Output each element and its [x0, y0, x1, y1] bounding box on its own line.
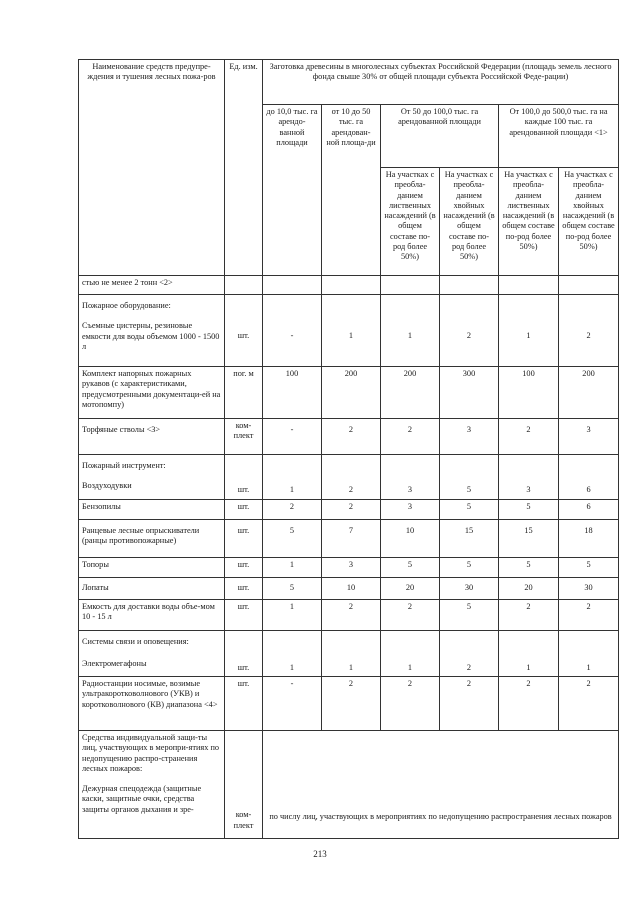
value-text: 100	[285, 369, 299, 378]
value-text: 1	[407, 330, 413, 340]
row-name-cell	[79, 578, 225, 600]
value-text: 2	[526, 425, 531, 434]
value-text: 1	[407, 662, 413, 672]
row-name-cell	[79, 500, 225, 520]
value-text: 5	[466, 502, 472, 511]
empty-cell	[381, 276, 440, 295]
header-leaf-conif-cell	[559, 168, 619, 276]
unit-cell	[225, 500, 263, 520]
row-name-text: Емкость для доставки воды объе-мом 10 - 15 л	[82, 602, 215, 622]
value-text: 5	[289, 583, 295, 592]
note-text: по числу лиц, участвующих в мероприятиях по недопущению распространения лесных пожаров	[269, 811, 612, 821]
unit-cell	[225, 419, 263, 455]
unit-text: шт.	[237, 679, 250, 688]
value-text: 5	[407, 560, 413, 569]
header-group-text: Заготовка древесины в многолесных субъектах Российской Федерации (площадь земель лесного фонда свыше 30% от общей площади субъекта Российской Феде-рации)	[269, 62, 612, 82]
value-cell	[559, 500, 619, 520]
value-cell	[322, 367, 381, 419]
unit-cell	[225, 558, 263, 578]
value-text: 2	[466, 662, 472, 672]
row-name-text: Электромегафоны	[82, 659, 147, 669]
unit-cell	[225, 600, 263, 631]
row-name-cell	[79, 558, 225, 578]
value-cell	[440, 631, 499, 677]
value-text: 1	[289, 662, 295, 672]
value-text: 1	[526, 330, 531, 340]
row-name-cell	[79, 731, 225, 839]
unit-text: шт.	[237, 662, 250, 672]
unit-cell	[225, 631, 263, 677]
value-cell	[559, 578, 619, 600]
value-cell	[440, 520, 499, 558]
value-cell	[322, 419, 381, 455]
value-cell	[440, 500, 499, 520]
value-text: 200	[344, 369, 358, 378]
unit-cell	[225, 578, 263, 600]
header-sub1-cell	[263, 105, 322, 276]
value-cell	[322, 455, 381, 500]
value-cell	[322, 677, 381, 731]
value-cell	[263, 631, 322, 677]
value-cell	[381, 600, 440, 631]
value-text: 2	[407, 425, 413, 434]
value-cell	[499, 500, 559, 520]
value-text: 2	[466, 330, 472, 340]
header-sub2-cell	[322, 105, 381, 276]
header-unit-cell	[225, 60, 263, 276]
row-name-text: Торфяные стволы <3>	[82, 425, 161, 434]
value-cell	[322, 500, 381, 520]
equipment-norms-table	[78, 59, 619, 839]
value-text: 2	[348, 425, 354, 434]
value-cell	[499, 295, 559, 367]
empty-cell	[225, 276, 263, 295]
value-text: 20	[405, 583, 415, 592]
value-cell	[440, 455, 499, 500]
unit-text: шт.	[237, 502, 250, 511]
value-text: 5	[466, 484, 472, 494]
value-text: 1	[526, 662, 531, 672]
unit-text: шт.	[237, 484, 250, 494]
row-name-cell	[79, 455, 225, 500]
value-cell	[559, 558, 619, 578]
value-text: 2	[526, 602, 531, 611]
header-sub3-cell	[381, 105, 499, 168]
header-leaf-decid-cell	[499, 168, 559, 276]
table-row	[79, 558, 619, 578]
header-sub4-text: От 100,0 до 500,0 тыс. га на каждые 100 тыс. га арендованной площади <1>	[509, 107, 608, 137]
value-text: 2	[466, 679, 472, 688]
unit-cell	[225, 367, 263, 419]
row-name-text: Лопаты	[82, 583, 109, 592]
row-name-text: Ранцевые лесные опрыскиватели (ранцы противопожарные)	[82, 526, 200, 546]
table-row	[79, 419, 619, 455]
value-text: 7	[348, 526, 354, 535]
value-cell	[499, 578, 559, 600]
unit-cell	[225, 731, 263, 839]
row-name-text: Бензопилы	[82, 502, 121, 511]
value-cell	[263, 578, 322, 600]
value-cell	[559, 367, 619, 419]
header-leaf-decid-text: На участках с преобла-данием лиственных насаждений (в общем составе по-род более 50%)	[384, 170, 436, 262]
value-text: 1	[289, 602, 295, 611]
value-cell	[263, 677, 322, 731]
header-leaf-conif-text: На участках с преобла-данием хвойных насаждений (в общем составе по-род более 50%)	[443, 170, 495, 262]
value-cell	[499, 419, 559, 455]
row-name-cell	[79, 520, 225, 558]
unit-cell	[225, 455, 263, 500]
value-cell	[440, 677, 499, 731]
value-cell	[263, 295, 322, 367]
table-row	[79, 631, 619, 677]
unit-text: ком-плект	[233, 810, 254, 830]
row-name-text: Комплект напорных пожарных рукавов (с характеристиками, предусмотренными документаци-ей на мотопомпу)	[82, 369, 221, 409]
value-cell	[559, 295, 619, 367]
header-sub4-cell	[499, 105, 619, 168]
unit-text: ком-плект	[233, 421, 254, 441]
value-cell	[381, 520, 440, 558]
table-row	[79, 731, 619, 839]
header-leaf-conif-text: На участках с преобла-данием хвойных насаждений (в общем составе по-род более 50%)	[562, 170, 615, 252]
value-cell	[381, 558, 440, 578]
table-row	[79, 367, 619, 419]
table-row	[79, 276, 619, 295]
value-cell	[499, 455, 559, 500]
table-row	[79, 600, 619, 631]
section-title: Пожарный инструмент:	[82, 461, 166, 470]
value-cell	[559, 419, 619, 455]
value-text: 1	[348, 330, 354, 340]
value-text: 1	[586, 662, 591, 672]
header-group-cell	[263, 60, 619, 105]
value-cell	[381, 367, 440, 419]
value-cell	[381, 455, 440, 500]
value-cell	[499, 631, 559, 677]
value-cell	[499, 520, 559, 558]
header-leaf-decid-cell	[381, 168, 440, 276]
value-cell	[263, 419, 322, 455]
value-text: 20	[524, 583, 533, 592]
value-cell	[322, 600, 381, 631]
unit-text: шт.	[237, 583, 250, 592]
value-cell	[499, 558, 559, 578]
header-sub3-text: От 50 до 100,0 тыс. га арендованной площади	[398, 107, 481, 127]
value-cell	[440, 367, 499, 419]
row-name-cell	[79, 276, 225, 295]
value-cell	[440, 600, 499, 631]
table-row	[79, 500, 619, 520]
value-text: 5	[289, 526, 295, 535]
row-name-cell	[79, 677, 225, 731]
empty-cell	[263, 276, 322, 295]
value-text: 15	[524, 526, 533, 535]
value-text: 6	[586, 484, 591, 494]
unit-cell	[225, 520, 263, 558]
value-text: 3	[526, 484, 531, 494]
unit-text: пог. м	[233, 369, 254, 378]
value-text: 10	[346, 583, 356, 592]
row-name-cell	[79, 419, 225, 455]
value-cell	[559, 631, 619, 677]
unit-text: шт.	[237, 560, 250, 569]
unit-cell	[225, 295, 263, 367]
empty-cell	[322, 276, 381, 295]
value-text: 1	[289, 560, 295, 569]
value-text: 2	[407, 602, 413, 611]
value-text: 5	[466, 602, 472, 611]
note-cell	[263, 731, 619, 839]
table-row	[79, 455, 619, 500]
row-name-text: Топоры	[82, 560, 109, 569]
value-cell	[381, 631, 440, 677]
value-cell	[381, 419, 440, 455]
value-cell	[381, 500, 440, 520]
header-leaf-decid-text: На участках с преобла-данием лиственных насаждений (в общем составе по-род более 50%)	[502, 170, 555, 252]
value-cell	[263, 367, 322, 419]
value-cell	[499, 600, 559, 631]
value-text: 3	[586, 425, 591, 434]
table-row	[79, 578, 619, 600]
unit-text: шт.	[237, 602, 250, 611]
value-text: -	[290, 330, 294, 340]
value-text: 200	[403, 369, 417, 378]
header-sub2-text: от 10 до 50 тыс. га арендован-ной площа-ди	[326, 107, 376, 147]
value-cell	[499, 677, 559, 731]
row-name-text: Радиостанции носимые, возимые ультракоротковолнового (УКВ) и коротковолнового (КВ) диапазона <4>	[82, 679, 218, 709]
value-text: 3	[407, 502, 413, 511]
page-number: 213	[313, 849, 327, 859]
header-name-cell	[79, 60, 225, 276]
value-text: 2	[348, 602, 354, 611]
unit-text: шт.	[237, 330, 250, 340]
section-title: Системы связи и оповещения:	[82, 637, 189, 646]
value-cell	[381, 295, 440, 367]
value-cell	[381, 677, 440, 731]
unit-cell	[225, 677, 263, 731]
value-cell	[381, 578, 440, 600]
value-text: 2	[526, 679, 531, 688]
header-sub1-text: до 10,0 тыс. га арендо-ванной площади	[266, 107, 318, 147]
value-cell	[263, 600, 322, 631]
value-text: 2	[586, 602, 591, 611]
value-text: -	[290, 425, 294, 434]
row-name-text: Съемные цистерны, резиновые емкости для воды объемом 1000 - 1500 л	[82, 321, 220, 351]
row-name-cell	[79, 367, 225, 419]
section-title: Пожарное оборудование:	[82, 301, 171, 310]
value-cell	[263, 500, 322, 520]
value-cell	[263, 520, 322, 558]
value-text: 6	[586, 502, 591, 511]
row-name-text: Воздуходувки	[82, 481, 132, 491]
header-leaf-conif-cell	[440, 168, 499, 276]
row-name-cell	[79, 600, 225, 631]
value-text: 15	[464, 526, 474, 535]
value-text: 5	[526, 560, 531, 569]
value-text: 1	[289, 484, 295, 494]
value-cell	[559, 677, 619, 731]
value-cell	[263, 455, 322, 500]
value-text: 3	[348, 560, 354, 569]
value-cell	[322, 520, 381, 558]
unit-text: шт.	[237, 526, 250, 535]
value-text: 5	[466, 560, 472, 569]
value-text: 1	[348, 662, 354, 672]
value-text: 30	[584, 583, 593, 592]
value-cell	[559, 455, 619, 500]
value-text: 2	[586, 679, 591, 688]
value-text: 2	[348, 484, 354, 494]
table-row	[79, 295, 619, 367]
value-cell	[440, 558, 499, 578]
value-cell	[499, 367, 559, 419]
value-cell	[322, 558, 381, 578]
empty-cell	[499, 276, 559, 295]
row-name-text: стью не менее 2 тонн <2>	[82, 278, 173, 287]
value-text: 2	[348, 679, 354, 688]
value-cell	[322, 295, 381, 367]
header-unit-text: Ед. изм.	[229, 62, 258, 71]
value-text: 2	[348, 502, 354, 511]
value-text: 100	[522, 369, 535, 378]
section-title: Средства индивидуальной защи-ты лиц, участвующих в меропри-ятиях по недопущению распро-странения лесных пожаров:	[82, 733, 220, 773]
value-cell	[440, 578, 499, 600]
value-text: 5	[526, 502, 531, 511]
value-text: -	[290, 679, 294, 688]
value-text: 18	[584, 526, 593, 535]
row-name-text: Дежурная спецодежда (защитные каски, защитные очки, средства защиты органов дыхания и зре-	[82, 784, 202, 814]
value-cell	[440, 419, 499, 455]
value-text: 2	[289, 502, 295, 511]
value-cell	[440, 295, 499, 367]
value-text: 3	[407, 484, 413, 494]
value-text: 2	[586, 330, 591, 340]
header-name-text: Наименование средств предупре-ждения и тушения лесных пожа-ров	[87, 62, 216, 82]
value-text: 300	[462, 369, 476, 378]
value-cell	[322, 578, 381, 600]
value-cell	[322, 631, 381, 677]
empty-cell	[559, 276, 619, 295]
value-text: 5	[586, 560, 591, 569]
empty-cell	[440, 276, 499, 295]
value-text: 2	[407, 679, 413, 688]
value-text: 10	[405, 526, 415, 535]
value-cell	[559, 520, 619, 558]
value-text: 200	[582, 369, 595, 378]
table-row	[79, 520, 619, 558]
value-text: 3	[466, 425, 472, 434]
row-name-cell	[79, 631, 225, 677]
value-text: 30	[464, 583, 474, 592]
table-row	[79, 677, 619, 731]
row-name-cell	[79, 295, 225, 367]
value-cell	[263, 558, 322, 578]
value-cell	[559, 600, 619, 631]
